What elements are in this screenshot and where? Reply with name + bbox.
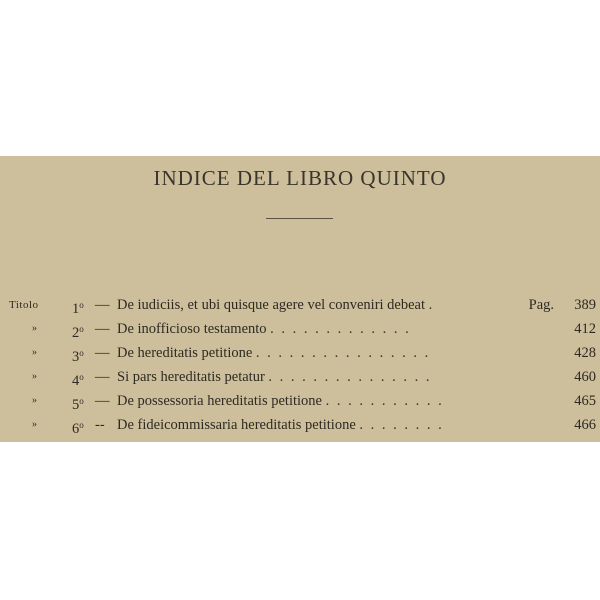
entry-prefix: Titolo (9, 299, 39, 311)
entry-title: De fideicommissaria hereditatis petitione . . . . . . . . (117, 417, 444, 433)
toc-entry (0, 342, 600, 364)
toc-entry (0, 294, 600, 316)
entry-number: 5$^o$ (72, 396, 84, 413)
entry-title: De iudiciis, et ubi quisque agere vel conveniri debeat . (117, 297, 435, 313)
ditto-mark: » (32, 323, 38, 334)
entry-dash: — (95, 297, 110, 313)
entry-dash: -- (95, 417, 105, 433)
toc-entry (0, 366, 600, 388)
toc-entry (0, 318, 600, 340)
entry-number: 4$^o$ (72, 372, 84, 389)
entry-title: De hereditatis petitione . . . . . . . . . . . . . . . . (117, 345, 431, 361)
entry-number: 6$^o$ (72, 420, 84, 437)
entry-title: De possessoria hereditatis petitione . . . . . . . . . . . (117, 393, 444, 409)
entry-number: 2$^o$ (72, 324, 84, 341)
entry-page: 460 (574, 369, 596, 385)
ditto-mark: » (32, 347, 38, 358)
entry-page: 389 (574, 297, 596, 313)
page-title: INDICE DEL LIBRO QUINTO (153, 166, 447, 190)
entry-title: Si pars hereditatis petatur . . . . . . . . . . . . . . . (117, 369, 432, 385)
page-label: Pag. (528, 297, 554, 313)
entry-page: 466 (574, 417, 596, 433)
title-rule (266, 218, 333, 219)
toc-entry (0, 390, 600, 412)
entry-page: 428 (574, 345, 596, 361)
entry-dash: — (95, 345, 110, 361)
ditto-mark: » (32, 419, 38, 430)
book-page (0, 156, 600, 442)
entry-number: 1$^o$ (72, 300, 84, 317)
entry-page: 465 (574, 393, 596, 409)
entry-dash: — (95, 321, 110, 337)
entry-dash: — (95, 369, 110, 385)
entry-page: 412 (574, 321, 596, 337)
entry-number: 3$^o$ (72, 348, 84, 365)
entry-dash: — (95, 393, 110, 409)
toc-entry (0, 414, 600, 436)
ditto-mark: » (32, 371, 38, 382)
entry-title: De inofficioso testamento . . . . . . . . . . . . . (117, 321, 411, 337)
ditto-mark: » (32, 395, 38, 406)
